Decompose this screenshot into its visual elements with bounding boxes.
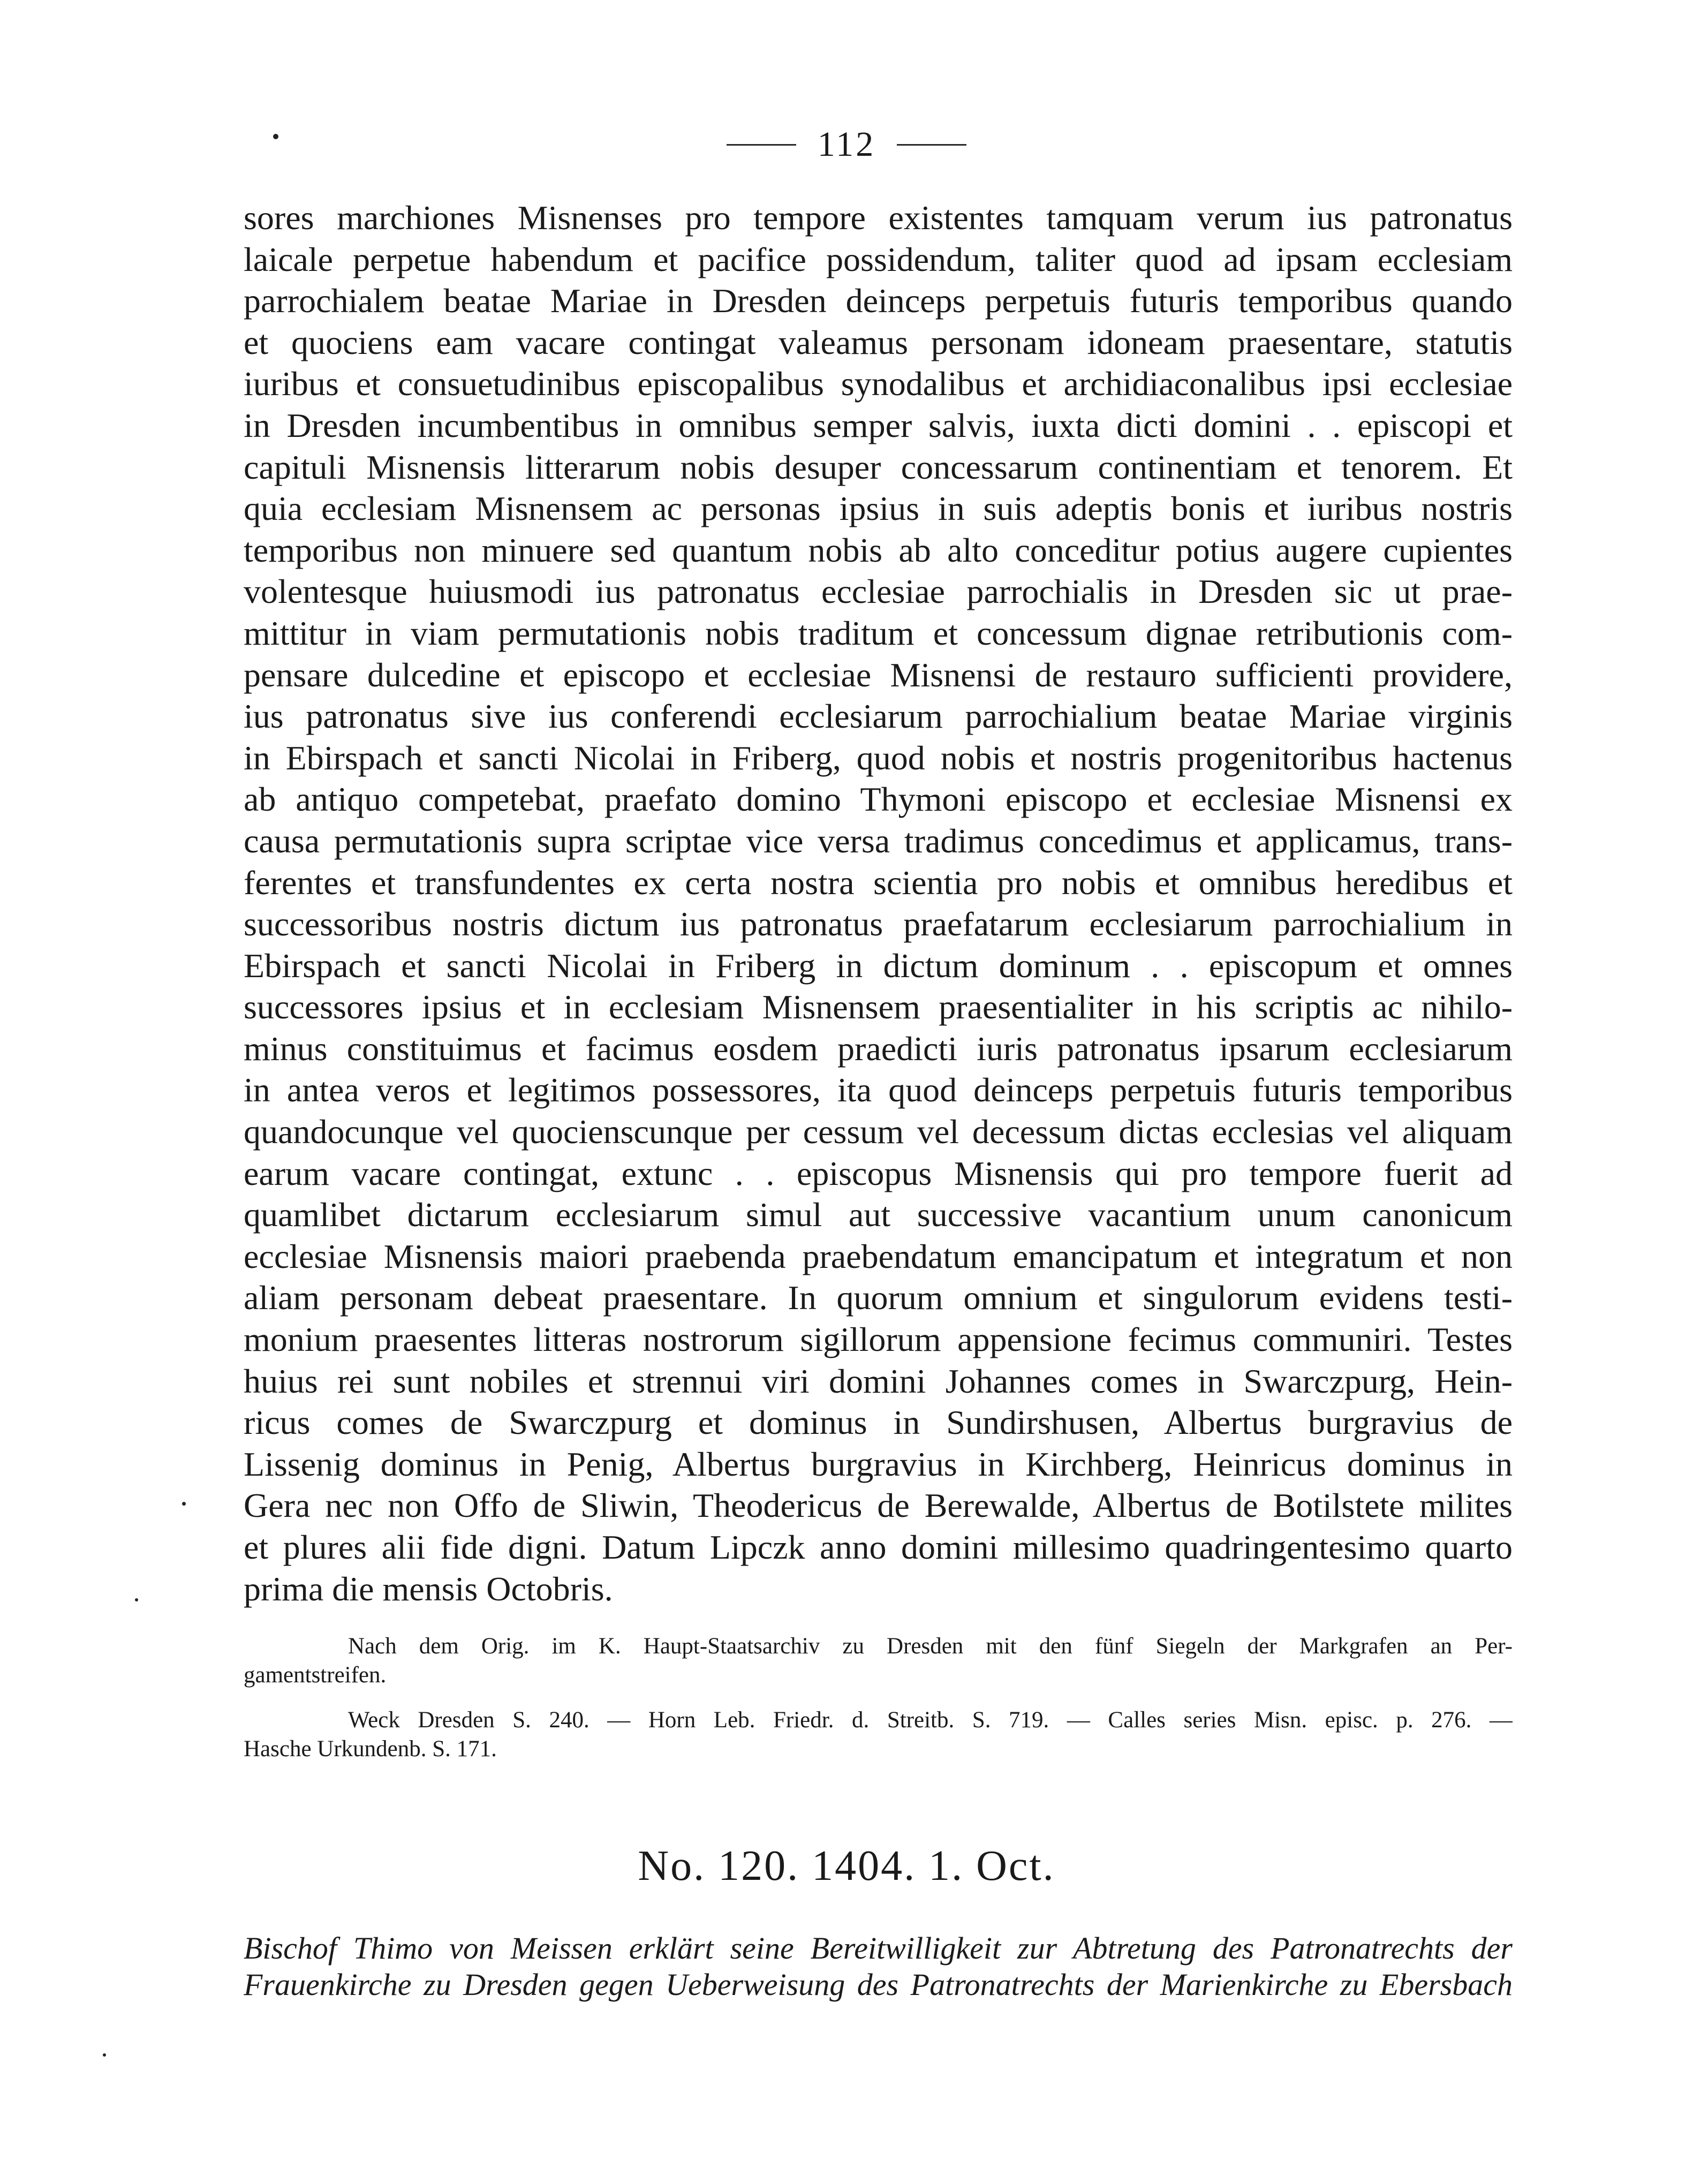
text-line: quandocunque vel quocienscunque per cessum vel decessum dictas ecclesias vel aliquam [244, 1113, 1513, 1151]
header-rule-right [897, 144, 966, 146]
text-line: parrochialem beatae Mariae in Dresden deinceps perpetuis futuris temporibus quando [244, 282, 1513, 320]
text-line: iuribus et consuetudinibus episcopalibus synodalibus et archidiaconalibus ipsi ecclesiae [244, 365, 1513, 403]
text-line: prima die mensis Octobris. [244, 1569, 613, 1608]
note-line: gamentstreifen. [244, 1662, 387, 1688]
text-line: quia ecclesiam Misnensem ac personas ipsius in suis adeptis bonis et iuribus nostris [244, 489, 1513, 528]
summary-line: Bischof Thimo von Meissen erklärt seine Bereitwilligkeit zur Abtretung des Patronatrechts der [244, 1931, 1513, 1966]
text-line: et plures alii fide digni. Datum Lipczk anno domini millesimo quadringentesimo quarto [244, 1528, 1513, 1566]
text-line: capituli Misnensis litterarum nobis desuper concessarum continentiam et tenorem. Et [244, 448, 1513, 486]
page-number: 112 [817, 125, 876, 164]
text-line: ab antiquo competebat, praefato domino Thymoni episcopo et ecclesiae Misnensi ex [244, 780, 1513, 819]
text-line: laicale perpetue habendum et pacifice possidendum, taliter quod ad ipsam ecclesiam [244, 240, 1513, 278]
text-line: minus constituimus et facimus eosdem praedicti iuris patronatus ipsarum ecclesiarum [244, 1029, 1513, 1068]
text-line: ius patronatus sive ius conferendi ecclesiarum parrochialium beatae Mariae virginis [244, 697, 1513, 736]
text-line: Lissenig dominus in Penig, Albertus burgravius in Kirchberg, Heinricus dominus in [244, 1445, 1513, 1483]
text-line: monium praesentes litteras nostrorum sigillorum appensione fecimus communiri. Testes [244, 1320, 1513, 1359]
summary-line: Frauenkirche zu Dresden gegen Ueberweisung des Patronatrechts der Marienkirche zu Ebersbach [244, 1967, 1513, 2002]
text-line: temporibus non minuere sed quantum nobis ab alto conceditur potius augere cupientes [244, 531, 1513, 569]
page-speck [103, 2053, 106, 2057]
text-line: in Dresden incumbentibus in omnibus semper salvis, iuxta dicti domini . . episcopi et [244, 406, 1513, 444]
note-line: Hasche Urkundenb. S. 171. [244, 1736, 497, 1762]
page-speck [182, 1502, 186, 1506]
header-rule-left [727, 144, 796, 146]
note-line: Weck Dresden S. 240. — Horn Leb. Friedr. d. Streitb. S. 719. — Calles series Misn. episc. p. 276. — [348, 1707, 1513, 1733]
text-line: in Ebirspach et sancti Nicolai in Friberg, quod nobis et nostris progenitoribus hactenus [244, 738, 1513, 777]
text-line: Ebirspach et sancti Nicolai in Friberg in dictum dominum . . episcopum et omnes [244, 946, 1513, 985]
text-line: earum vacare contingat, extunc . . episcopus Misnensis qui pro tempore fuerit ad [244, 1154, 1513, 1192]
text-line: ricus comes de Swarczpurg et dominus in Sundirshusen, Albertus burgravius de [244, 1403, 1513, 1442]
source-notes [244, 1632, 1513, 1764]
note-spacer [244, 1690, 1513, 1706]
text-line: ferentes et transfundentes ex certa nostra scientia pro nobis et omnibus heredibus et [244, 863, 1513, 902]
text-line: successoribus nostris dictum ius patronatus praefatarum ecclesiarum parrochialium in [244, 905, 1513, 943]
text-line: et quociens eam vacare contingat valeamus personam idoneam praesentare, statutis [244, 323, 1513, 361]
text-line: huius rei sunt nobiles et strennui viri domini Johannes comes in Swarczpurg, Hein- [244, 1362, 1513, 1400]
charter-text [244, 197, 1513, 1609]
text-line: Gera nec non Offo de Sliwin, Theodericus de Berewalde, Albertus de Botilstete milites [244, 1486, 1513, 1525]
text-line: quamlibet dictarum ecclesiarum simul aut successive vacantium unum canonicum [244, 1196, 1513, 1234]
text-line: volentesque huiusmodi ius patronatus ecclesiae parrochialis in Dresden sic ut prae- [244, 572, 1513, 611]
text-line: mittitur in viam permutationis nobis traditum et concessum dignae retributionis com- [244, 614, 1513, 652]
document-heading: No. 120. 1404. 1. Oct. [638, 1842, 1055, 1890]
text-line: successores ipsius et in ecclesiam Misnensem praesentialiter in his scriptis ac nihilo- [244, 988, 1513, 1026]
text-line: aliam personam debeat praesentare. In quorum omnium et singulorum evidens testi- [244, 1279, 1513, 1317]
text-line: pensare dulcedine et episcopo et ecclesiae Misnensi de restauro sufficienti providere, [244, 655, 1513, 694]
page-header [0, 120, 1693, 169]
page-speck [135, 1598, 138, 1601]
document-summary [244, 1930, 1513, 2003]
text-line: in antea veros et legitimos possessores, ita quod deinceps perpetuis futuris temporibus [244, 1071, 1513, 1109]
text-line: causa permutationis supra scriptae vice versa tradimus concedimus et applicamus, trans- [244, 821, 1513, 860]
text-line: sores marchiones Misnenses pro tempore existentes tamquam verum ius patronatus [244, 199, 1513, 237]
note-line: Nach dem Orig. im K. Haupt-Staatsarchiv zu Dresden mit den fünf Siegeln der Markgrafen an Per- [348, 1634, 1513, 1659]
text-line: ecclesiae Misnensis maiori praebenda praebendatum emancipatum et integratum et non [244, 1237, 1513, 1275]
